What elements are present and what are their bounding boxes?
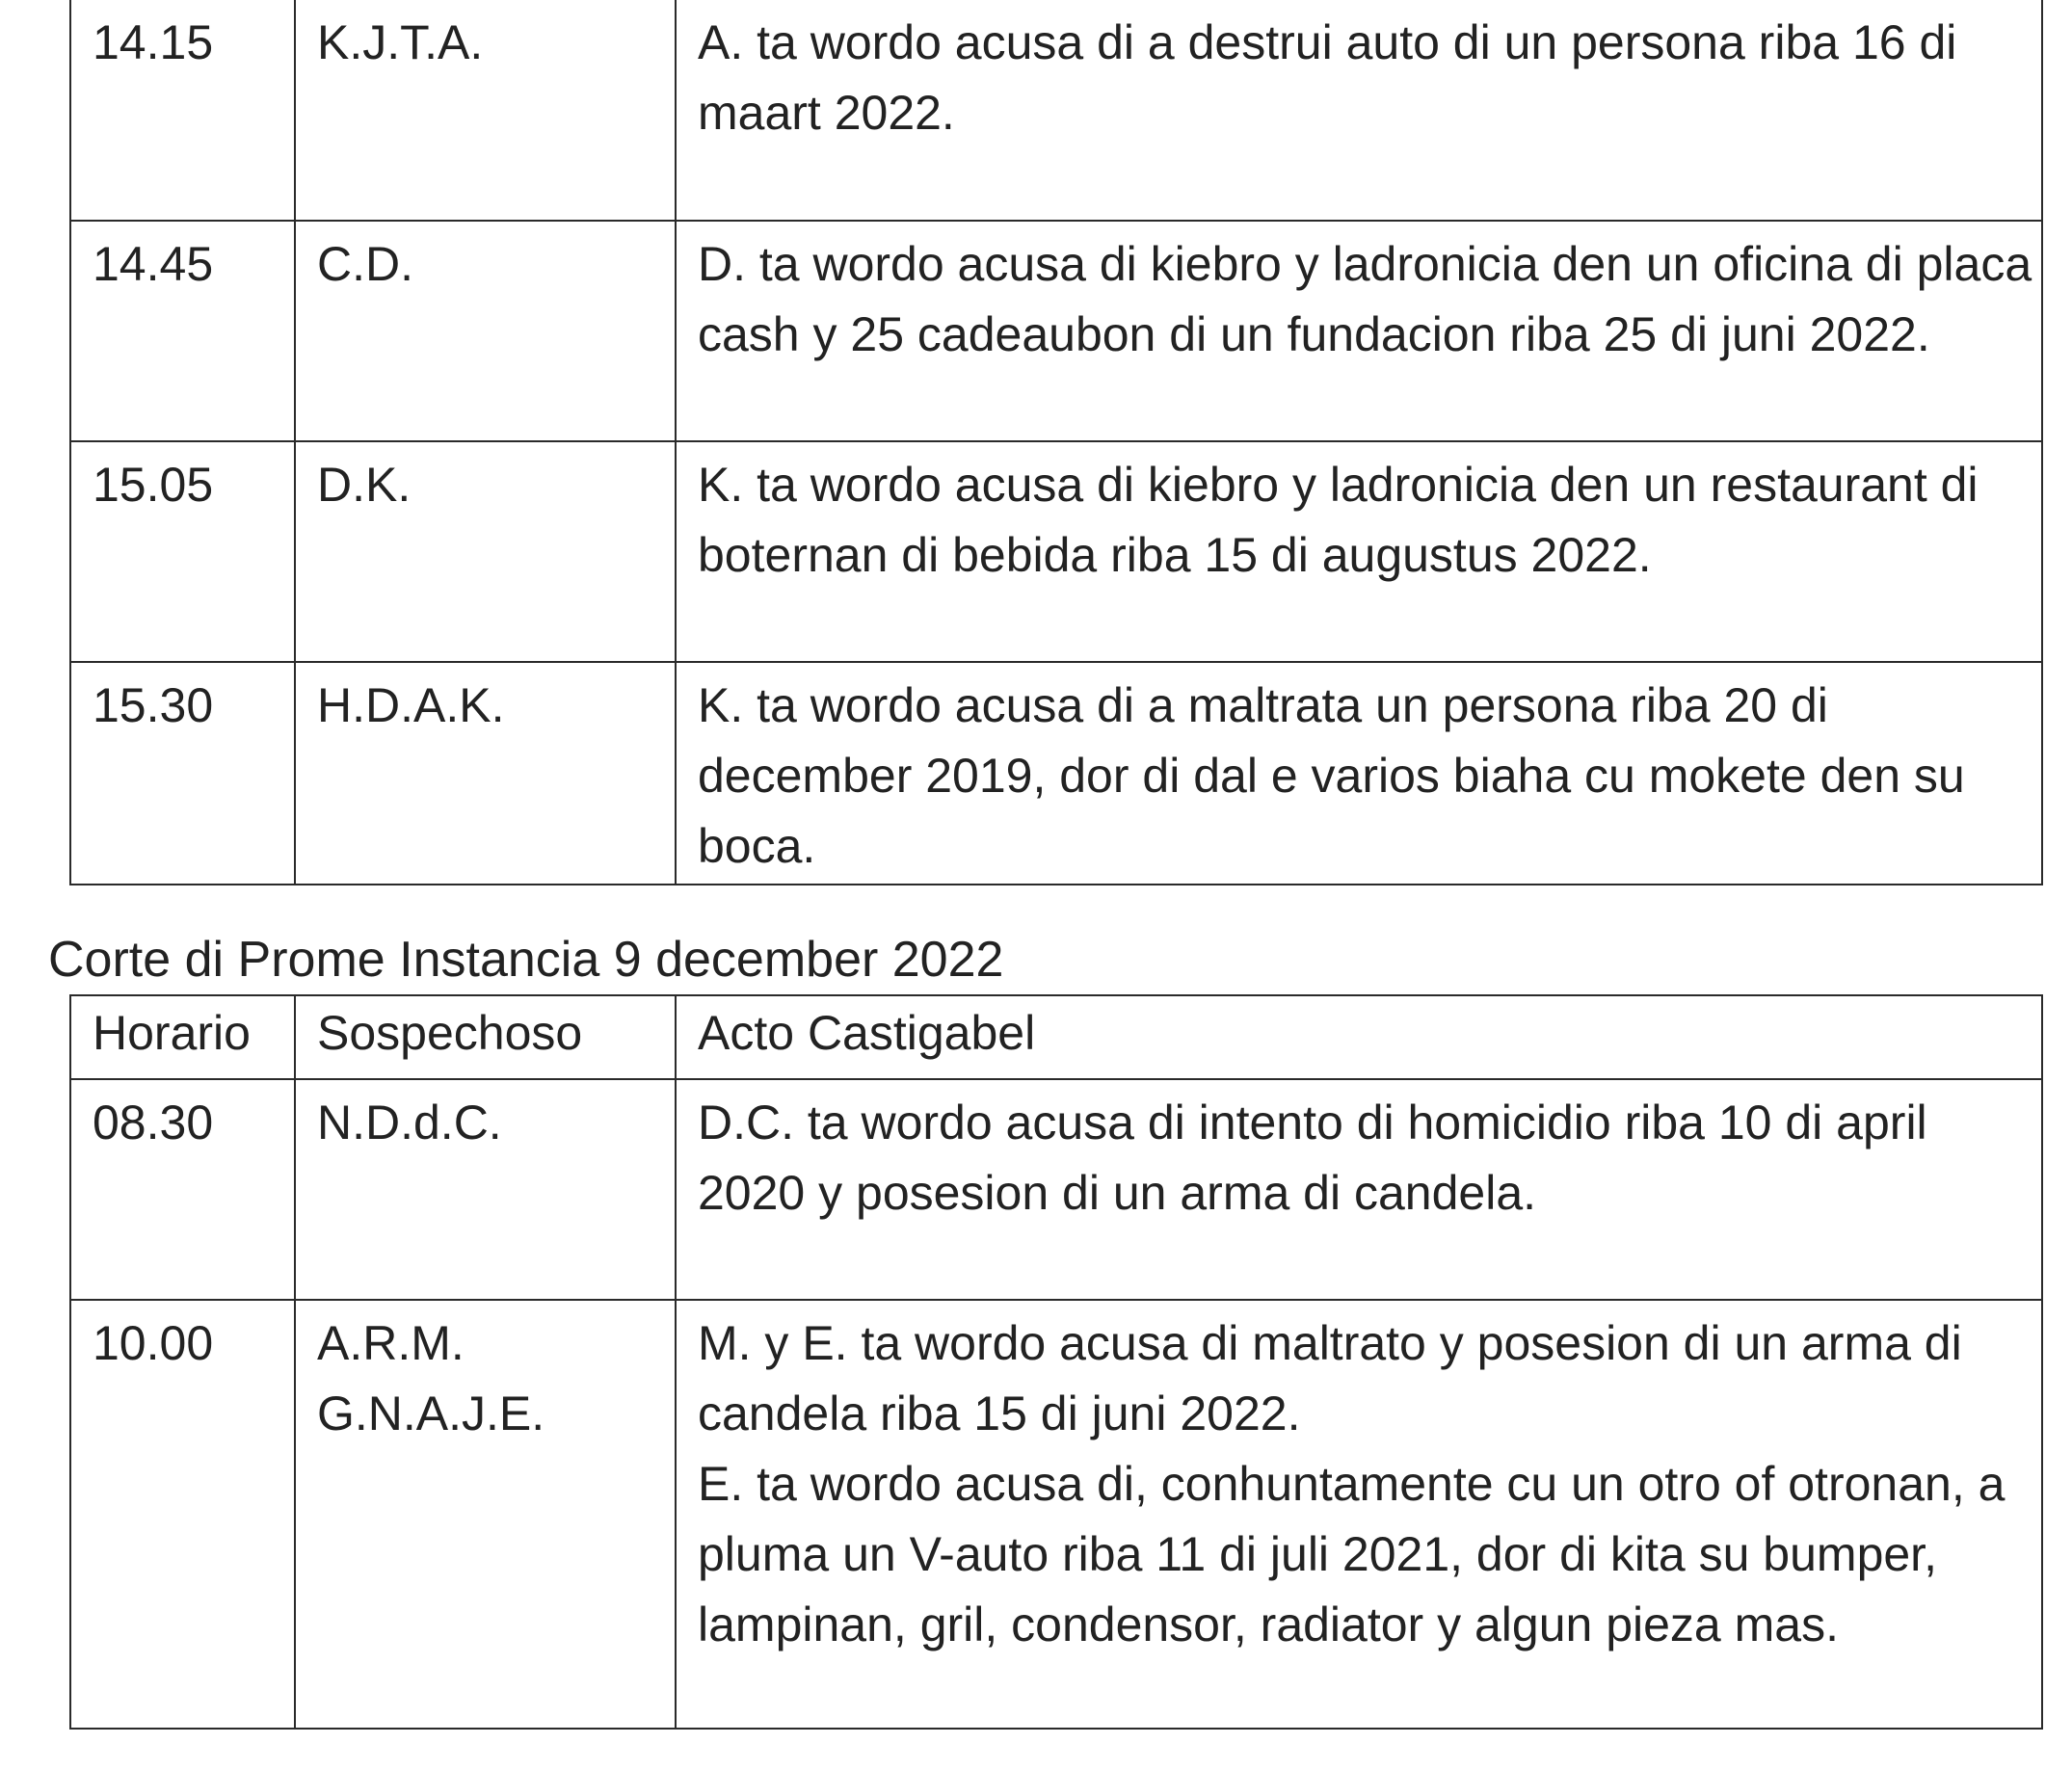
court-date-heading: Corte di Prome Instancia 9 december 2022	[48, 932, 1004, 988]
suspect-cell: D.K.	[295, 441, 676, 662]
suspect-initials: G.N.A.J.E.	[317, 1387, 545, 1440]
offense-text: E. ta wordo acusa di, conhuntamente cu un otro of otronan, a pluma un V-auto riba 11 di juli 2021, dor di kita su bumper, lampinan, gril, condensor, radiator y algun pieza mas.	[698, 1457, 2006, 1651]
table-row	[70, 1300, 2042, 1729]
table-row	[70, 0, 2042, 221]
column-header-suspect: Sospechoso	[295, 995, 676, 1079]
column-header-time: Horario	[70, 995, 295, 1079]
offense-cell: A. ta wordo acusa di a destrui auto di un persona riba 16 di maart 2022.	[676, 0, 2042, 221]
offense-cell: D. ta wordo acusa di kiebro y ladronicia den un oficina di placa cash y 25 cadeaubon di un fundacion riba 25 di juni 2022.	[676, 221, 2042, 441]
suspect-cell	[295, 1079, 676, 1300]
table-row	[70, 221, 2042, 441]
hearing-table-continued	[69, 0, 2043, 885]
time-cell: 08.30	[70, 1079, 295, 1300]
offense-cell: K. ta wordo acusa di a maltrata un persona riba 20 di december 2019, dor di dal e varios biaha cu mokete den su boca.	[676, 662, 2042, 885]
suspect-initials: N.D.d.C.	[317, 1096, 502, 1149]
suspect-cell	[295, 1300, 676, 1729]
offense-cell: K. ta wordo acusa di kiebro y ladronicia den un restaurant di boternan di bebida riba 15 di augustus 2022.	[676, 441, 2042, 662]
offense-text: D.C. ta wordo acusa di intento di homicidio riba 10 di april 2020 y posesion di un arma di candela.	[698, 1096, 1927, 1220]
table-row	[70, 441, 2042, 662]
suspect-cell: C.D.	[295, 221, 676, 441]
suspect-cell: H.D.A.K.	[295, 662, 676, 885]
table-header-row	[70, 995, 2042, 1079]
offense-cell	[676, 1079, 2042, 1300]
offense-cell	[676, 1300, 2042, 1729]
suspect-initials: A.R.M.	[317, 1316, 465, 1370]
hearing-table	[69, 994, 2043, 1730]
time-cell: 14.15	[70, 0, 295, 221]
suspect-cell: K.J.T.A.	[295, 0, 676, 221]
time-cell: 15.30	[70, 662, 295, 885]
time-cell: 15.05	[70, 441, 295, 662]
time-cell: 10.00	[70, 1300, 295, 1729]
table-row	[70, 1079, 2042, 1300]
table-row	[70, 662, 2042, 885]
column-header-offense: Acto Castigabel	[676, 995, 2042, 1079]
offense-text: M. y E. ta wordo acusa di maltrato y posesion di un arma di candela riba 15 di juni 2022.	[698, 1316, 1962, 1440]
time-cell: 14.45	[70, 221, 295, 441]
